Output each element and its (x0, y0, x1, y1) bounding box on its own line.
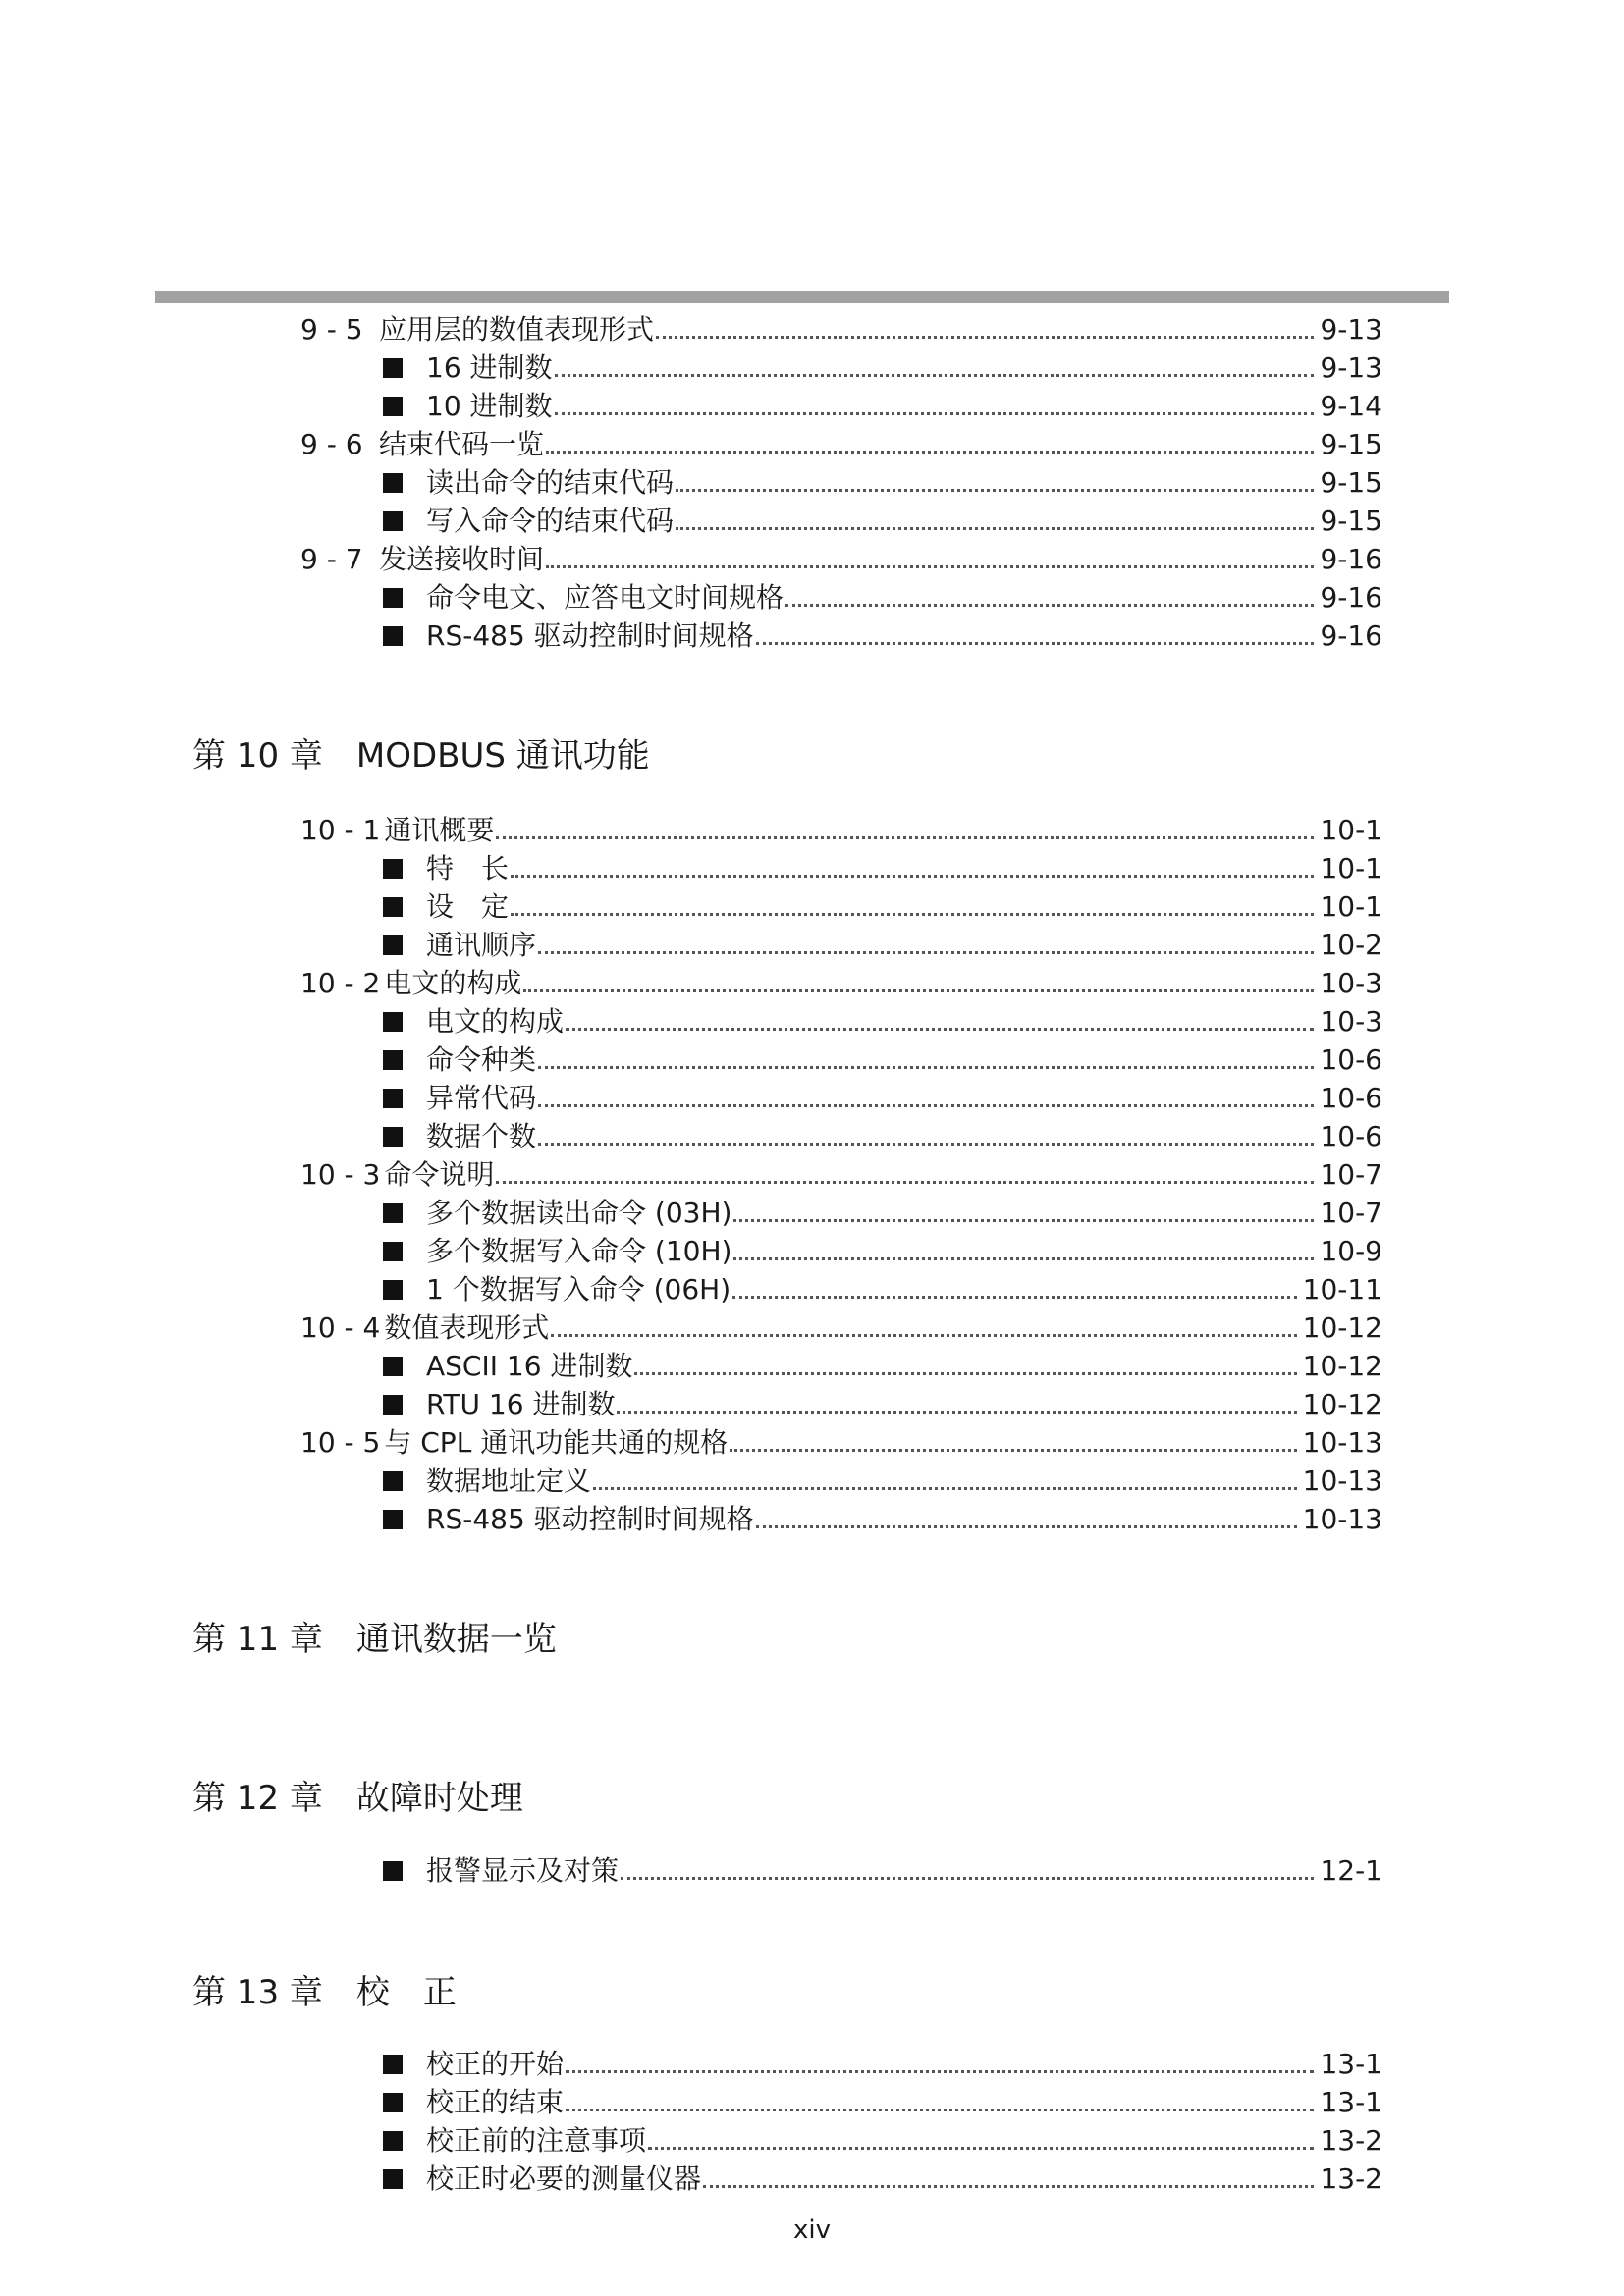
dot-leader (733, 1257, 1314, 1260)
item-title: RTU 16 进制数 (426, 1388, 616, 1420)
toc-item[interactable] (383, 2085, 1382, 2120)
page-ref: 10-12 (1302, 1350, 1382, 1382)
square-bullet-icon (383, 511, 403, 531)
page-ref: 13-1 (1320, 2048, 1382, 2080)
dot-leader (566, 1028, 1314, 1031)
page-ref: 9-15 (1320, 466, 1382, 499)
item-title: 命令种类 (426, 1043, 537, 1076)
toc-section-10-4[interactable] (300, 1310, 1382, 1346)
square-bullet-icon (383, 588, 403, 608)
square-bullet-icon (383, 1012, 403, 1032)
toc-item[interactable] (383, 1042, 1382, 1078)
page-ref: 10-13 (1302, 1426, 1382, 1459)
toc-section-10-3[interactable] (300, 1157, 1382, 1193)
chapter-title: MODBUS 通讯功能 (355, 736, 650, 775)
section-number: 10 - 1 (300, 814, 381, 846)
chapter-heading-12[interactable] (192, 1777, 523, 1820)
square-bullet-icon (383, 1510, 403, 1529)
toc-item[interactable] (383, 928, 1382, 963)
item-title: 校正的结束 (426, 2086, 565, 2118)
item-title: 设 定 (426, 890, 510, 923)
page-ref: 10-6 (1320, 1082, 1382, 1114)
square-bullet-icon (383, 1089, 403, 1108)
dot-leader (676, 527, 1314, 530)
section-title: 与 CPL 通讯功能共通的规格 (384, 1426, 729, 1459)
toc-item[interactable] (383, 889, 1382, 925)
dot-leader (785, 604, 1314, 607)
square-bullet-icon (383, 935, 403, 955)
toc-item[interactable] (383, 1464, 1382, 1499)
dot-leader (634, 1372, 1296, 1375)
toc-section-10-5[interactable] (300, 1425, 1382, 1461)
chapter-title: 通讯数据一览 (355, 1620, 557, 1659)
item-title: 读出命令的结束代码 (426, 466, 675, 499)
item-title: 写入命令的结束代码 (426, 505, 675, 537)
page-ref: 10-3 (1320, 1005, 1382, 1038)
page-ref: 13-2 (1320, 2124, 1382, 2157)
square-bullet-icon (383, 2055, 403, 2074)
item-title: 多个数据写入命令 (10H) (426, 1235, 732, 1267)
toc-item[interactable] (383, 1081, 1382, 1116)
page-ref: 12-1 (1320, 1854, 1382, 1887)
square-bullet-icon (383, 897, 403, 917)
square-bullet-icon (383, 1395, 403, 1415)
toc-item[interactable] (383, 851, 1382, 886)
dot-leader (538, 1104, 1314, 1107)
square-bullet-icon (383, 397, 403, 416)
dot-leader (551, 1334, 1296, 1337)
item-title: 命令电文、应答电文时间规格 (426, 581, 785, 614)
item-title: 异常代码 (426, 1082, 537, 1114)
toc-item[interactable] (383, 1272, 1382, 1308)
dot-leader (756, 642, 1315, 645)
section-number: 10 - 3 (300, 1158, 381, 1191)
toc-item[interactable] (383, 389, 1382, 424)
toc-item[interactable] (383, 504, 1382, 539)
toc-section-10-1[interactable] (300, 813, 1382, 848)
chapter-label: 第 13 章 (192, 1973, 323, 2012)
toc-item[interactable] (383, 1119, 1382, 1154)
dot-leader (496, 836, 1314, 839)
page-ref: 10-2 (1320, 929, 1382, 961)
chapter-heading-11[interactable] (192, 1618, 557, 1661)
square-bullet-icon (383, 1861, 403, 1881)
toc-section-10-2[interactable] (300, 966, 1382, 1001)
square-bullet-icon (383, 1280, 403, 1300)
dot-leader (756, 1525, 1297, 1528)
chapter-label: 第 10 章 (192, 736, 323, 775)
chapter-label: 第 12 章 (192, 1779, 323, 1818)
page-ref: 10-13 (1302, 1503, 1382, 1535)
square-bullet-icon (383, 1471, 403, 1491)
toc-item[interactable] (383, 1502, 1382, 1537)
dot-leader (566, 2109, 1314, 2111)
square-bullet-icon (383, 1050, 403, 1070)
square-bullet-icon (383, 859, 403, 879)
toc-item[interactable] (383, 2162, 1382, 2197)
item-title: 报警显示及对策 (426, 1854, 620, 1887)
page-ref: 10-1 (1320, 852, 1382, 884)
page-ref: 10-9 (1320, 1235, 1382, 1267)
page-ref: 10-12 (1302, 1388, 1382, 1420)
section-title: 结束代码一览 (379, 428, 545, 460)
dot-leader (648, 2147, 1314, 2150)
toc-item[interactable] (383, 1349, 1382, 1384)
toc-section-9-6[interactable] (300, 427, 1382, 462)
page-ref: 10-1 (1320, 814, 1382, 846)
dot-leader (496, 1181, 1314, 1184)
chapter-label: 第 11 章 (192, 1620, 323, 1659)
page-ref: 10-6 (1320, 1120, 1382, 1152)
toc-item[interactable] (383, 1234, 1382, 1269)
item-title: 数据地址定义 (426, 1465, 592, 1497)
dot-leader (538, 951, 1314, 954)
page-ref: 9-13 (1320, 313, 1382, 346)
section-number: 9 - 7 (300, 543, 363, 575)
dot-leader (617, 1411, 1296, 1414)
section-title: 通讯概要 (384, 814, 495, 846)
square-bullet-icon (383, 1357, 403, 1376)
page-ref: 13-2 (1320, 2163, 1382, 2195)
page-number: xiv (793, 2216, 831, 2245)
section-title: 电文的构成 (384, 967, 522, 999)
chapter-heading-13[interactable] (192, 1971, 457, 2014)
toc-item[interactable] (383, 1853, 1382, 1889)
square-bullet-icon (383, 1127, 403, 1147)
item-title: 1 个数据写入命令 (06H) (426, 1273, 731, 1306)
item-title: 校正的开始 (426, 2048, 565, 2080)
section-title: 应用层的数值表现形式 (379, 313, 655, 346)
page-ref: 9-13 (1320, 351, 1382, 384)
section-number: 10 - 2 (300, 967, 381, 999)
toc-item[interactable] (383, 1196, 1382, 1231)
square-bullet-icon (383, 2169, 403, 2189)
dot-leader (732, 1296, 1296, 1299)
item-title: RS-485 驱动控制时间规格 (426, 1503, 754, 1535)
toc-item[interactable] (383, 2123, 1382, 2159)
toc-item[interactable] (383, 465, 1382, 501)
section-number: 10 - 4 (300, 1311, 381, 1344)
item-title: ASCII 16 进制数 (426, 1350, 633, 1382)
item-title: RS-485 驱动控制时间规格 (426, 619, 754, 652)
square-bullet-icon (383, 2131, 403, 2151)
page-ref: 13-1 (1320, 2086, 1382, 2118)
item-title: 通讯顺序 (426, 929, 537, 961)
toc-item[interactable] (383, 618, 1382, 654)
header-rule (155, 291, 1449, 303)
page-ref: 10-1 (1320, 890, 1382, 923)
chapter-title: 校 正 (355, 1973, 457, 2012)
toc-section-9-7[interactable] (300, 542, 1382, 577)
page-ref: 10-12 (1302, 1311, 1382, 1344)
section-title: 发送接收时间 (379, 543, 545, 575)
item-title: 校正前的注意事项 (426, 2124, 647, 2157)
dot-leader (621, 1877, 1314, 1880)
page-ref: 10-11 (1302, 1273, 1382, 1306)
dot-leader (538, 1066, 1314, 1069)
page-ref: 10-6 (1320, 1043, 1382, 1076)
dot-leader (593, 1487, 1297, 1490)
chapter-title: 故障时处理 (355, 1779, 523, 1818)
toc-item[interactable] (383, 580, 1382, 615)
square-bullet-icon (383, 2093, 403, 2112)
dot-leader (730, 1449, 1296, 1452)
square-bullet-icon (383, 358, 403, 378)
item-title: 10 进制数 (426, 390, 553, 422)
dot-leader (546, 451, 1314, 454)
dot-leader (546, 565, 1314, 568)
section-number: 9 - 6 (300, 428, 363, 460)
dot-leader (656, 336, 1314, 339)
dot-leader (555, 412, 1315, 415)
item-title: 电文的构成 (426, 1005, 565, 1038)
page-ref: 10-7 (1320, 1197, 1382, 1229)
toc-item[interactable] (383, 1004, 1382, 1040)
page-ref: 9-16 (1320, 581, 1382, 614)
page-ref: 9-15 (1320, 505, 1382, 537)
square-bullet-icon (383, 1203, 403, 1223)
page-ref: 9-16 (1320, 543, 1382, 575)
page-ref: 9-16 (1320, 619, 1382, 652)
dot-leader (566, 2070, 1314, 2073)
toc-item[interactable] (383, 1387, 1382, 1422)
dot-leader (511, 875, 1314, 878)
dot-leader (555, 374, 1315, 377)
square-bullet-icon (383, 1242, 403, 1261)
item-title: 16 进制数 (426, 351, 553, 384)
section-title: 命令说明 (384, 1158, 495, 1191)
square-bullet-icon (383, 473, 403, 493)
page-ref: 9-14 (1320, 390, 1382, 422)
page-ref: 10-13 (1302, 1465, 1382, 1497)
dot-leader (733, 1219, 1314, 1222)
page-ref: 10-3 (1320, 967, 1382, 999)
page-ref: 10-7 (1320, 1158, 1382, 1191)
dot-leader (523, 989, 1314, 992)
dot-leader (703, 2185, 1314, 2188)
square-bullet-icon (383, 626, 403, 646)
section-number: 9 - 5 (300, 313, 363, 346)
toc-item[interactable] (383, 350, 1382, 386)
item-title: 校正时必要的测量仪器 (426, 2163, 702, 2195)
dot-leader (676, 489, 1314, 492)
page-ref: 9-15 (1320, 428, 1382, 460)
section-number: 10 - 5 (300, 1426, 381, 1459)
item-title: 特 长 (426, 852, 510, 884)
toc-section-9-5[interactable] (300, 312, 1382, 347)
item-title: 数据个数 (426, 1120, 537, 1152)
dot-leader (511, 913, 1314, 916)
section-title: 数值表现形式 (384, 1311, 550, 1344)
dot-leader (538, 1143, 1314, 1146)
chapter-heading-10[interactable] (192, 734, 650, 777)
toc-item[interactable] (383, 2047, 1382, 2082)
item-title: 多个数据读出命令 (03H) (426, 1197, 732, 1229)
